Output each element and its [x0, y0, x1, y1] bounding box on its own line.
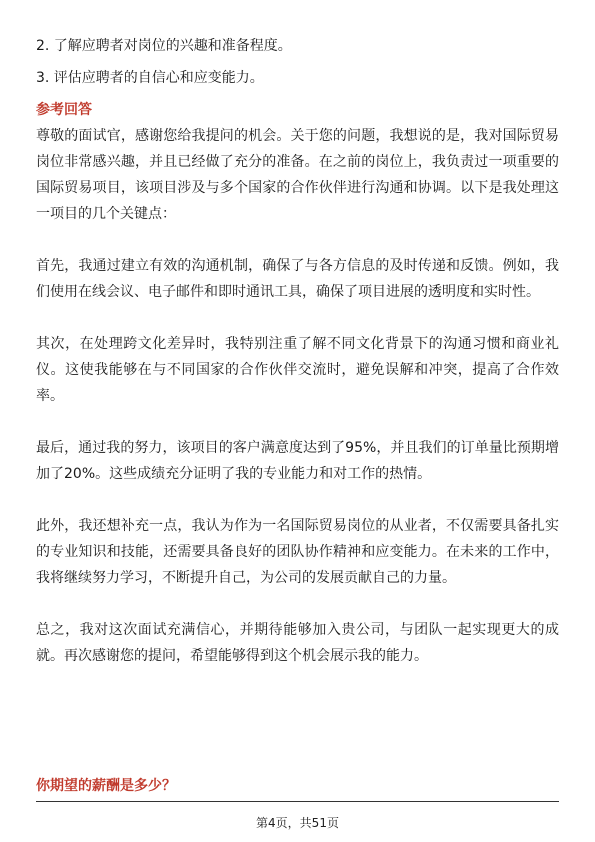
answer-heading: 参考回答: [36, 102, 92, 118]
paragraph-spacer: [36, 305, 559, 331]
list-item-2: 2. 了解应聘者对岗位的兴趣和准备程度。: [36, 38, 292, 54]
paragraph-spacer: [36, 591, 559, 617]
paragraph-spacer: [36, 487, 559, 513]
answer-paragraph-intro: 尊敬的面试官，感谢您给我提问的机会。关于您的问题，我想说的是，我对国际贸易岗位非常感兴趣，并且已经做了充分的准备。在之前的岗位上，我负责过一项重要的国际贸易项目，该项目涉及与多个国家的合作伙伴进行沟通和协调。以下是我处理这一项目的几个关键点：: [36, 128, 559, 222]
paragraph-spacer: [36, 409, 559, 435]
answer-paragraph-first: 首先，我通过建立有效的沟通机制，确保了与各方信息的及时传递和反馈。例如，我们使用在线会议、电子邮件和即时通讯工具，确保了项目进展的透明度和实时性。: [36, 258, 559, 300]
footer-divider: [36, 801, 559, 802]
answer-paragraph-second: 其次，在处理跨文化差异时，我特别注重了解不同文化背景下的沟通习惯和商业礼仪。这使我能够在与不同国家的合作伙伴交流时，避免误解和冲突，提高了合作效率。: [36, 336, 559, 404]
answer-paragraph-additional: 此外，我还想补充一点，我认为作为一名国际贸易岗位的从业者，不仅需要具备扎实的专业知识和技能，还需要具备良好的团队协作精神和应变能力。在未来的工作中，我将继续努力学习，不断提升自己，为公司的发展贡献自己的力量。: [36, 518, 559, 586]
answer-paragraph-last: 最后，通过我的努力，该项目的客户满意度达到了95%，并且我们的订单量比预期增加了20%。这些成绩充分证明了我的专业能力和对工作的热情。: [36, 440, 559, 482]
list-item-3: 3. 评估应聘者的自信心和应变能力。: [36, 70, 264, 86]
answer-paragraph-conclusion: 总之，我对这次面试充满信心，并期待能够加入贵公司，与团队一起实现更大的成就。再次感谢您的提问，希望能够得到这个机会展示我的能力。: [36, 622, 559, 664]
next-question-heading: 你期望的薪酬是多少？: [36, 778, 176, 794]
page-content: [36, 33, 559, 669]
paragraph-spacer: [36, 227, 559, 253]
page-number-footer: 第4页，共51页: [256, 816, 339, 830]
